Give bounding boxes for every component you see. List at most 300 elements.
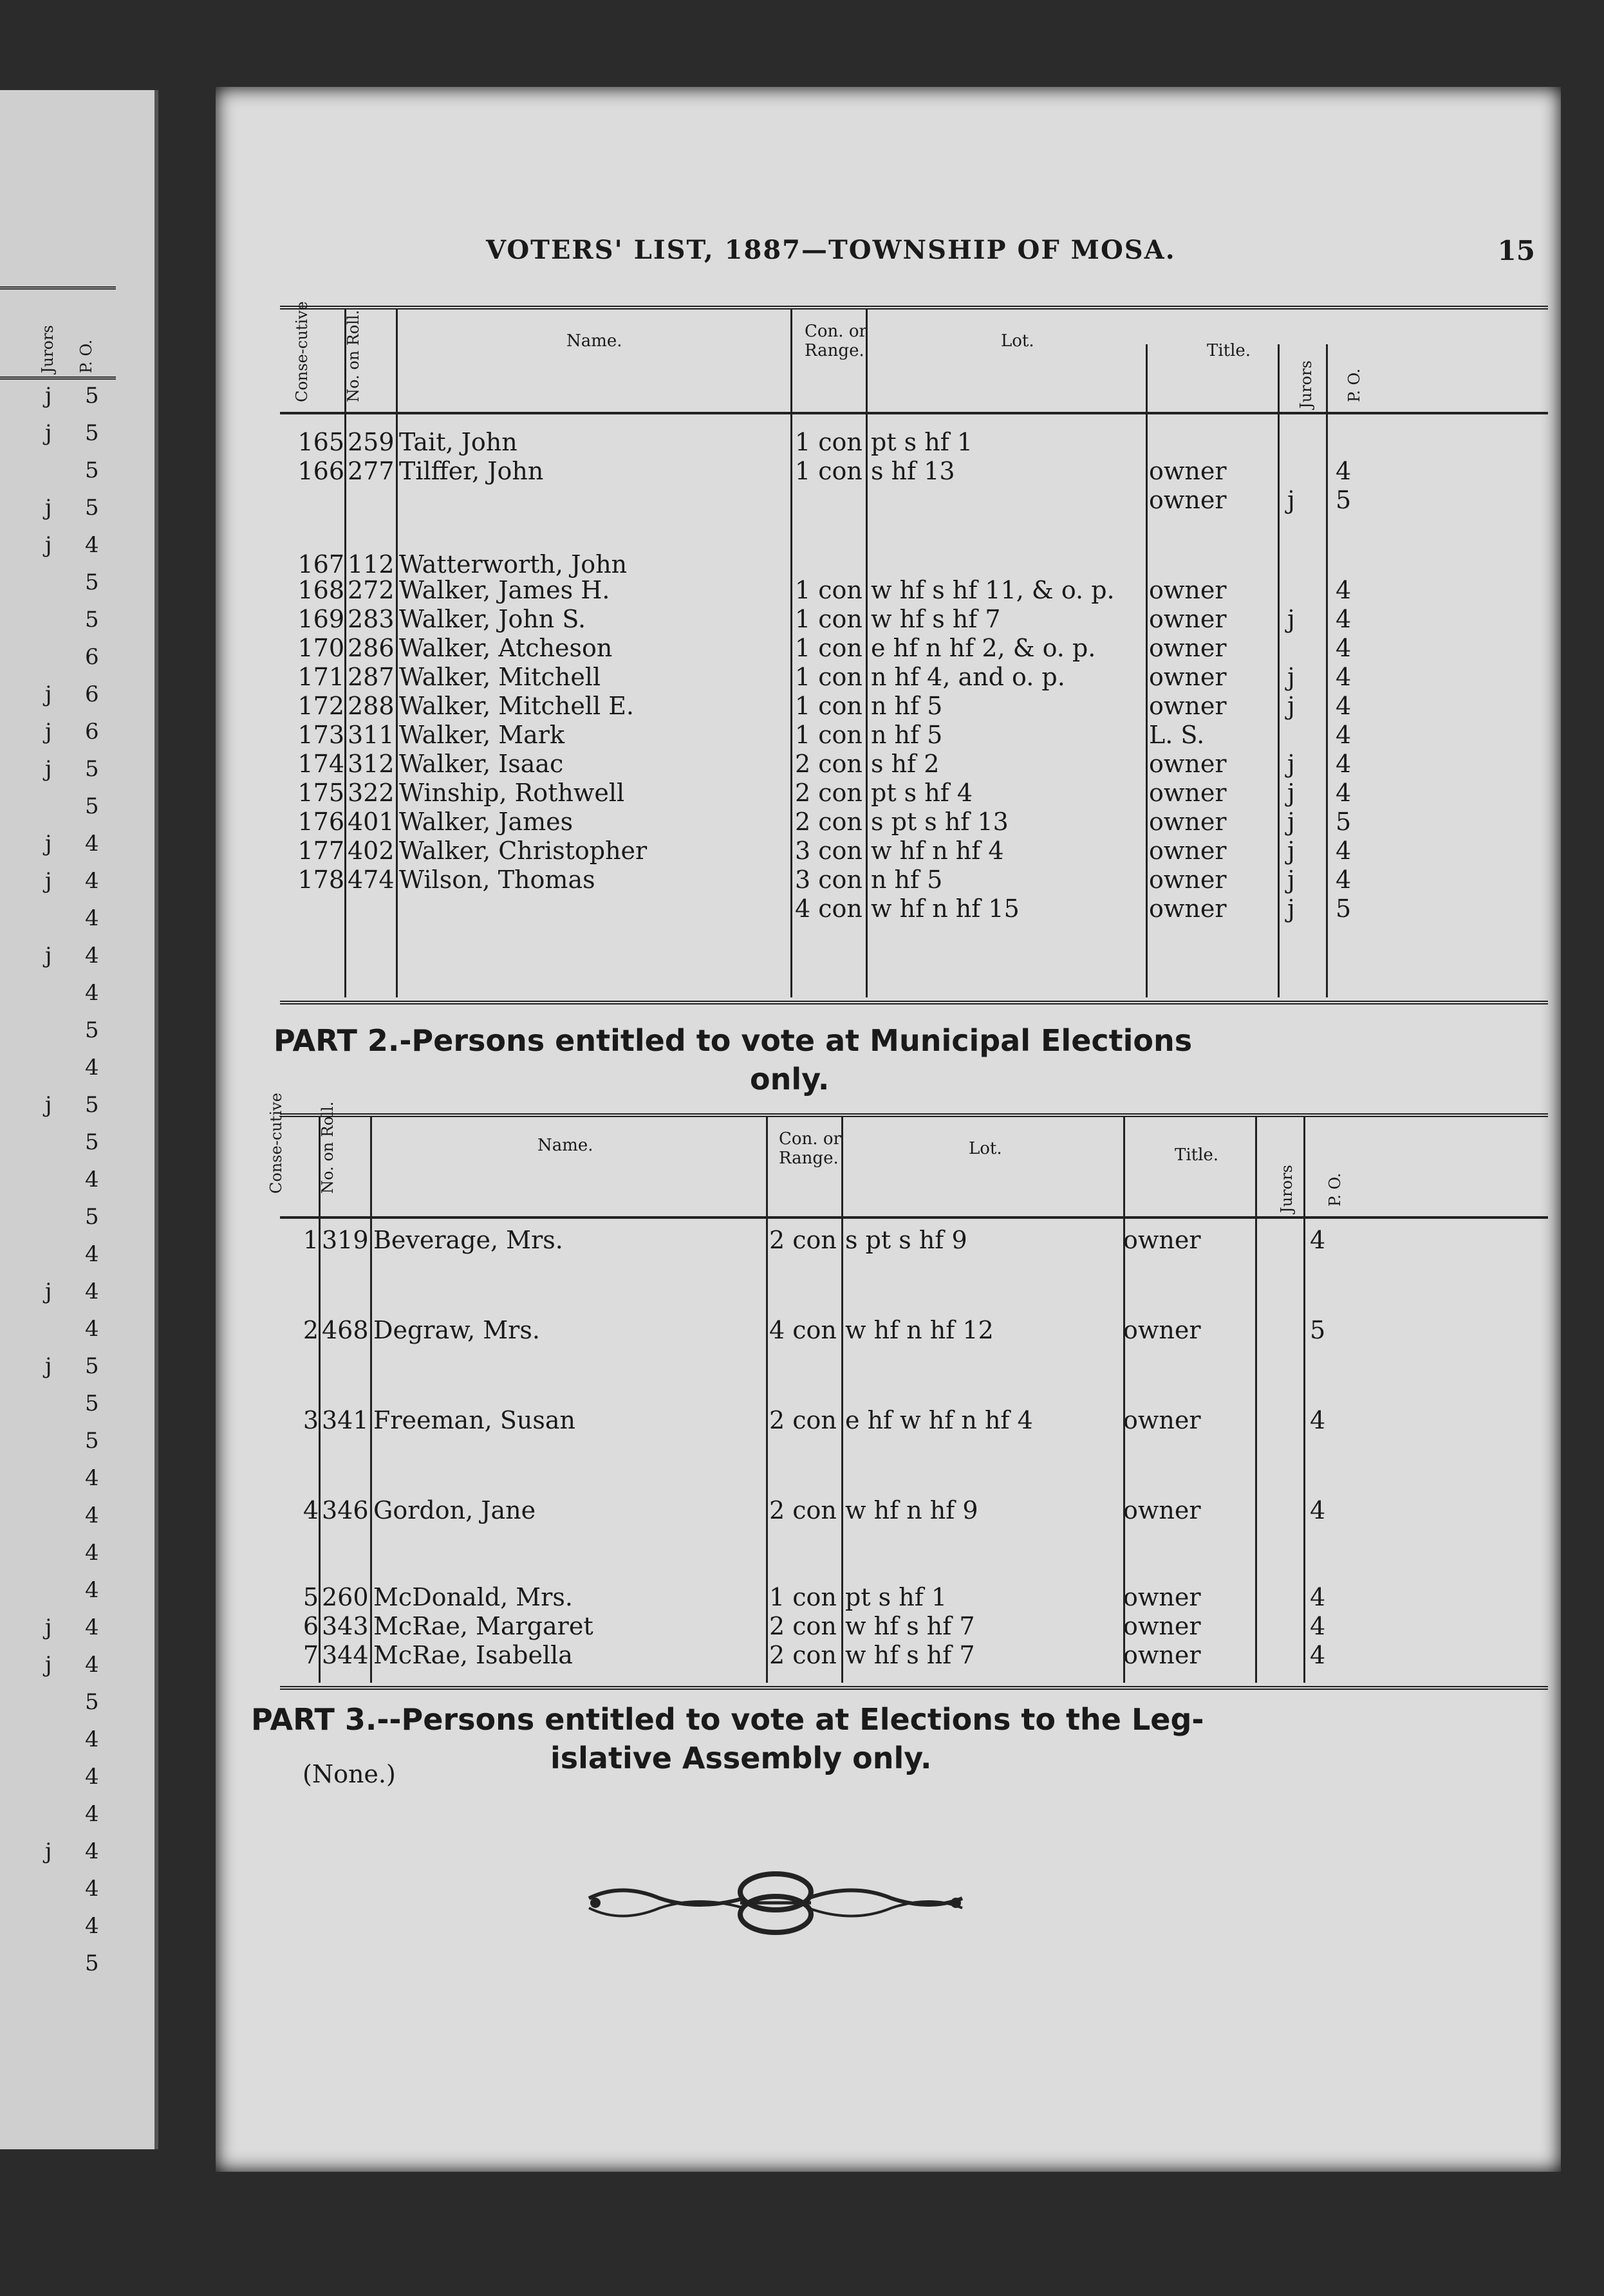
facing-page-row xyxy=(13,495,122,524)
cell-con: 1 con xyxy=(795,428,863,456)
col-head-title: Title. xyxy=(1207,341,1251,360)
cell-cons: 166 xyxy=(297,457,344,485)
cell-cons: 1 xyxy=(303,1226,319,1254)
cell-cons: 3 xyxy=(303,1406,319,1434)
facing-page-row xyxy=(13,905,122,935)
facing-cell-po: 5 xyxy=(85,495,99,521)
cell-con: 2 con xyxy=(769,1612,837,1640)
facing-cell-po: 4 xyxy=(85,1241,99,1267)
cell-lot: e hf n hf 2, & o. p. xyxy=(871,634,1096,662)
document-page xyxy=(216,87,1561,2172)
cell-name: McRae, Isabella xyxy=(373,1641,573,1669)
cell-cons: 169 xyxy=(297,605,344,633)
facing-cell-jurors: j xyxy=(45,1092,52,1118)
part2-heading-cont: only. xyxy=(750,1062,830,1097)
cell-title: owner xyxy=(1149,837,1227,865)
facing-page-row xyxy=(13,569,122,599)
col-head-name: Name. xyxy=(537,1136,593,1155)
facing-cell-po: 4 xyxy=(85,1055,99,1080)
cell-po: 4 xyxy=(1336,692,1352,720)
cell-con: 1 con xyxy=(795,457,863,485)
cell-roll: 272 xyxy=(348,576,395,604)
cell-title: owner xyxy=(1149,808,1227,836)
cell-lot: s hf 2 xyxy=(871,750,940,778)
cell-roll: 343 xyxy=(322,1612,369,1640)
cell-cons: 167 xyxy=(297,550,344,579)
cell-jurors: j xyxy=(1287,837,1295,865)
col-head-roll: No. on Roll. xyxy=(319,1101,337,1194)
cell-po: 4 xyxy=(1336,837,1352,865)
facing-page-row xyxy=(13,1428,122,1458)
facing-cell-jurors: j xyxy=(45,495,52,521)
table-row xyxy=(216,837,1561,867)
cell-cons: 175 xyxy=(297,779,344,807)
facing-page-row xyxy=(13,458,122,487)
facing-cell-po: 4 xyxy=(85,943,99,968)
col-head-consecutive: Conse-cutive xyxy=(293,301,311,402)
facing-cell-po: 4 xyxy=(85,1316,99,1342)
cell-con: 4 con xyxy=(769,1316,837,1344)
col-head-con: Con. or Range. xyxy=(805,322,867,360)
cell-cons: 168 xyxy=(297,576,344,604)
part3-heading: PART 3.--Persons entitled to vote at Elections to the Leg- xyxy=(251,1702,1204,1737)
facing-cell-po: 6 xyxy=(85,681,99,707)
facing-page-row xyxy=(13,1017,122,1047)
cell-cons: 172 xyxy=(297,692,344,720)
col-head-po: P. O. xyxy=(1326,1172,1344,1207)
cell-con: 2 con xyxy=(769,1496,837,1524)
cell-lot: pt s hf 1 xyxy=(845,1583,947,1611)
cell-lot: n hf 5 xyxy=(871,692,943,720)
cell-po: 4 xyxy=(1336,750,1352,778)
page-number: 15 xyxy=(1497,235,1535,266)
facing-cell-jurors: j xyxy=(45,1615,52,1640)
facing-cell-po: 5 xyxy=(85,1428,99,1454)
cell-cons: 5 xyxy=(303,1583,319,1611)
cell-lot: n hf 5 xyxy=(871,721,943,749)
facing-cell-po: 4 xyxy=(85,532,99,558)
facing-page-row xyxy=(13,420,122,450)
cell-jurors: j xyxy=(1287,486,1295,514)
cell-roll: 288 xyxy=(348,692,395,720)
cell-title: owner xyxy=(1123,1612,1201,1640)
cell-name: Walker, Christopher xyxy=(399,837,648,865)
table-row xyxy=(216,721,1561,752)
col-head-consecutive: Conse-cutive xyxy=(267,1093,285,1194)
facing-cell-jurors: j xyxy=(45,420,52,446)
cell-roll: 260 xyxy=(322,1583,369,1611)
cell-lot: w hf s hf 7 xyxy=(845,1612,975,1640)
cell-po: 4 xyxy=(1310,1583,1326,1611)
facing-page-row xyxy=(13,1129,122,1159)
facing-page-row xyxy=(13,1913,122,1943)
facing-page-row xyxy=(13,1465,122,1495)
cell-name: Degraw, Mrs. xyxy=(373,1316,540,1344)
cell-title: owner xyxy=(1123,1641,1201,1669)
cell-lot: w hf n hf 15 xyxy=(871,894,1020,923)
cell-title: owner xyxy=(1149,779,1227,807)
facing-page-row xyxy=(13,793,122,823)
facing-cell-jurors: j xyxy=(45,719,52,745)
cell-con: 2 con xyxy=(769,1226,837,1254)
cell-name: Walker, Mitchell E. xyxy=(399,692,635,720)
cell-po: 5 xyxy=(1310,1316,1326,1344)
cell-con: 2 con xyxy=(795,750,863,778)
cell-title: owner xyxy=(1149,894,1227,923)
header-rule xyxy=(280,306,1548,310)
cell-lot: w hf n hf 9 xyxy=(845,1496,978,1524)
cell-con: 2 con xyxy=(769,1641,837,1669)
cell-po: 4 xyxy=(1336,634,1352,662)
cell-title: owner xyxy=(1123,1406,1201,1434)
cell-roll: 346 xyxy=(322,1496,369,1524)
cell-po: 4 xyxy=(1310,1226,1326,1254)
cell-con: 2 con xyxy=(795,808,863,836)
cell-name: Tait, John xyxy=(399,428,518,456)
cell-con: 1 con xyxy=(795,663,863,691)
facing-page-row xyxy=(13,1353,122,1383)
facing-cell-jurors: j xyxy=(45,1838,52,1864)
table-row xyxy=(216,750,1561,781)
col-head-title: Title. xyxy=(1175,1145,1219,1165)
cell-title: owner xyxy=(1123,1583,1201,1611)
facing-cell-po: 5 xyxy=(85,756,99,782)
table-row xyxy=(190,1226,1535,1257)
cell-name: Watterworth, John xyxy=(399,550,628,579)
cell-jurors: j xyxy=(1287,663,1295,691)
facing-cell-po: 4 xyxy=(85,1801,99,1827)
facing-cell-po: 4 xyxy=(85,1764,99,1790)
cell-roll: 468 xyxy=(322,1316,369,1344)
cell-title: owner xyxy=(1149,634,1227,662)
facing-cell-po: 5 xyxy=(85,1689,99,1715)
facing-col-head-jurors: Jurors xyxy=(39,325,57,373)
facing-cell-jurors: j xyxy=(45,532,52,558)
part2-header-rule xyxy=(280,1216,1548,1219)
page-title: VOTERS' LIST, 1887—TOWNSHIP OF MOSA. xyxy=(486,235,1176,265)
facing-cell-po: 4 xyxy=(85,1876,99,1902)
cell-name: Walker, Isaac xyxy=(399,750,564,778)
cell-title: owner xyxy=(1123,1316,1201,1344)
facing-cell-po: 5 xyxy=(85,1017,99,1043)
facing-page-row xyxy=(13,1055,122,1084)
cell-roll: 401 xyxy=(348,808,395,836)
page-header xyxy=(216,235,1561,273)
cell-con: 1 con xyxy=(795,634,863,662)
part3-note: (None.) xyxy=(303,1760,396,1788)
cell-name: Gordon, Jane xyxy=(373,1496,536,1524)
cell-con: 1 con xyxy=(769,1583,837,1611)
cell-lot: w hf n hf 12 xyxy=(845,1316,994,1344)
facing-page-row xyxy=(13,719,122,748)
facing-cell-po: 6 xyxy=(85,719,99,745)
table-row xyxy=(190,1406,1535,1437)
facing-cell-po: 4 xyxy=(85,1727,99,1752)
facing-cell-po: 5 xyxy=(85,569,99,595)
cell-roll: 259 xyxy=(348,428,395,456)
col-head-con: Con. or Range. xyxy=(779,1129,841,1168)
facing-page-row xyxy=(13,1876,122,1905)
facing-cell-po: 4 xyxy=(85,1577,99,1603)
cell-po: 4 xyxy=(1336,721,1352,749)
cell-roll: 322 xyxy=(348,779,395,807)
facing-page-row xyxy=(13,1801,122,1831)
facing-cell-po: 4 xyxy=(85,1503,99,1528)
cell-cons: 177 xyxy=(297,837,344,865)
cell-roll: 474 xyxy=(348,866,395,894)
cell-con: 2 con xyxy=(795,779,863,807)
facing-cell-po: 5 xyxy=(85,1950,99,1976)
facing-cell-po: 4 xyxy=(85,868,99,894)
facing-page-row xyxy=(13,607,122,636)
part2-end-rule xyxy=(280,1686,1548,1690)
facing-page-row xyxy=(13,1838,122,1868)
table-row xyxy=(216,894,1561,925)
cell-po: 4 xyxy=(1336,663,1352,691)
cell-lot: w hf s hf 7 xyxy=(871,605,1001,633)
cell-jurors: j xyxy=(1287,894,1295,923)
cell-roll: 287 xyxy=(348,663,395,691)
facing-cell-po: 4 xyxy=(85,905,99,931)
cell-con: 3 con xyxy=(795,837,863,865)
cell-name: Tilffer, John xyxy=(399,457,544,485)
cell-name: Walker, James H. xyxy=(399,576,610,604)
rope-knot-ornament-icon xyxy=(583,1863,969,1940)
cell-title: owner xyxy=(1149,576,1227,604)
table-row xyxy=(190,1612,1535,1643)
facing-cell-po: 4 xyxy=(85,1838,99,1864)
cell-cons: 7 xyxy=(303,1641,319,1669)
cell-roll: 311 xyxy=(348,721,395,749)
cell-po: 4 xyxy=(1336,866,1352,894)
cell-jurors: j xyxy=(1287,605,1295,633)
facing-cell-po: 4 xyxy=(85,1652,99,1678)
cell-lot: w hf n hf 4 xyxy=(871,837,1004,865)
cell-name: Walker, Mitchell xyxy=(399,663,601,691)
table-row xyxy=(216,486,1561,517)
cell-po: 4 xyxy=(1336,457,1352,485)
cell-po: 4 xyxy=(1310,1612,1326,1640)
cell-po: 4 xyxy=(1336,576,1352,604)
cell-lot: e hf w hf n hf 4 xyxy=(845,1406,1033,1434)
facing-page-row xyxy=(13,868,122,898)
facing-page-rule xyxy=(0,376,116,380)
cell-title: owner xyxy=(1149,750,1227,778)
facing-cell-po: 5 xyxy=(85,1353,99,1379)
facing-page-row xyxy=(13,943,122,972)
facing-cell-po: 5 xyxy=(85,458,99,483)
cell-title: owner xyxy=(1149,605,1227,633)
table-row xyxy=(216,808,1561,838)
facing-cell-po: 4 xyxy=(85,1615,99,1640)
table-row xyxy=(216,866,1561,896)
cell-title: owner xyxy=(1149,866,1227,894)
cell-lot: s hf 13 xyxy=(871,457,955,485)
facing-cell-po: 5 xyxy=(85,420,99,446)
facing-page-row xyxy=(13,1204,122,1234)
cell-name: Wilson, Thomas xyxy=(399,866,595,894)
cell-po: 4 xyxy=(1336,605,1352,633)
facing-cell-po: 4 xyxy=(85,1913,99,1939)
cell-lot: w hf s hf 11, & o. p. xyxy=(871,576,1115,604)
facing-cell-jurors: j xyxy=(45,1279,52,1304)
facing-cell-po: 5 xyxy=(85,383,99,409)
cell-name: Walker, Mark xyxy=(399,721,564,749)
facing-page-row xyxy=(13,1577,122,1607)
cell-name: Freeman, Susan xyxy=(373,1406,575,1434)
facing-cell-po: 4 xyxy=(85,1540,99,1566)
cell-roll: 283 xyxy=(348,605,395,633)
cell-lot: n hf 4, and o. p. xyxy=(871,663,1065,691)
facing-page-row xyxy=(13,1316,122,1346)
facing-cell-jurors: j xyxy=(45,943,52,968)
cell-po: 5 xyxy=(1336,808,1352,836)
cell-po: 4 xyxy=(1310,1406,1326,1434)
cell-cons: 6 xyxy=(303,1612,319,1640)
part3-heading-cont: islative Assembly only. xyxy=(550,1741,932,1775)
part2-top-rule xyxy=(280,1113,1548,1117)
cell-po: 4 xyxy=(1310,1641,1326,1669)
cell-roll: 286 xyxy=(348,634,395,662)
cell-name: Walker, John S. xyxy=(399,605,586,633)
cell-cons: 176 xyxy=(297,808,344,836)
cell-title: owner xyxy=(1149,457,1227,485)
cell-cons: 178 xyxy=(297,866,344,894)
facing-page-row xyxy=(13,383,122,412)
facing-page-row xyxy=(13,980,122,1010)
cell-roll: 277 xyxy=(348,457,395,485)
facing-cell-po: 4 xyxy=(85,1465,99,1491)
facing-cell-po: 4 xyxy=(85,831,99,856)
cell-con: 1 con xyxy=(795,576,863,604)
facing-cell-jurors: j xyxy=(45,1652,52,1678)
table-row xyxy=(190,1583,1535,1614)
cell-name: McRae, Margaret xyxy=(373,1612,593,1640)
facing-page-row xyxy=(13,756,122,786)
cell-cons: 171 xyxy=(297,663,344,691)
col-head-po: P. O. xyxy=(1345,368,1363,402)
facing-cell-po: 5 xyxy=(85,1129,99,1155)
facing-page-row xyxy=(13,1391,122,1420)
facing-page-row xyxy=(13,1689,122,1719)
facing-cell-jurors: j xyxy=(45,1353,52,1379)
cell-title: owner xyxy=(1123,1496,1201,1524)
facing-cell-jurors: j xyxy=(45,756,52,782)
cell-po: 5 xyxy=(1336,486,1352,514)
cell-jurors: j xyxy=(1287,808,1295,836)
facing-cell-po: 5 xyxy=(85,1391,99,1416)
facing-cell-po: 4 xyxy=(85,1279,99,1304)
cell-jurors: j xyxy=(1287,750,1295,778)
facing-page-row xyxy=(13,532,122,562)
cell-cons: 2 xyxy=(303,1316,319,1344)
table-row xyxy=(216,692,1561,723)
facing-page-row xyxy=(13,1727,122,1756)
cell-lot: s pt s hf 13 xyxy=(871,808,1009,836)
cell-cons: 4 xyxy=(303,1496,319,1524)
cell-jurors: j xyxy=(1287,779,1295,807)
col-head-jurors: Jurors xyxy=(1278,1165,1296,1213)
cell-jurors: j xyxy=(1287,692,1295,720)
part1-end-rule xyxy=(280,1001,1548,1004)
cell-jurors: j xyxy=(1287,866,1295,894)
cell-roll: 112 xyxy=(348,550,395,579)
cell-name: Walker, James xyxy=(399,808,574,836)
cell-lot: pt s hf 4 xyxy=(871,779,973,807)
cell-cons: 170 xyxy=(297,634,344,662)
table-row xyxy=(190,1496,1535,1527)
table-row xyxy=(216,576,1561,607)
table-row xyxy=(216,634,1561,665)
cell-con: 1 con xyxy=(795,692,863,720)
facing-cell-po: 4 xyxy=(85,980,99,1006)
table-row xyxy=(216,605,1561,636)
cell-po: 5 xyxy=(1336,894,1352,923)
cell-con: 1 con xyxy=(795,721,863,749)
col-head-lot: Lot. xyxy=(969,1139,1002,1158)
cell-cons: 173 xyxy=(297,721,344,749)
cell-name: Beverage, Mrs. xyxy=(373,1226,563,1254)
cell-roll: 402 xyxy=(348,837,395,865)
facing-page-row xyxy=(13,1241,122,1271)
cell-po: 4 xyxy=(1336,779,1352,807)
facing-cell-jurors: j xyxy=(45,868,52,894)
cell-roll: 344 xyxy=(322,1641,369,1669)
facing-page-row xyxy=(13,1764,122,1793)
cell-con: 2 con xyxy=(769,1406,837,1434)
cell-con: 3 con xyxy=(795,866,863,894)
facing-cell-jurors: j xyxy=(45,383,52,409)
facing-cell-jurors: j xyxy=(45,681,52,707)
facing-page-row xyxy=(13,1279,122,1308)
facing-cell-po: 5 xyxy=(85,1204,99,1230)
facing-page-row xyxy=(13,1167,122,1196)
cell-title: owner xyxy=(1149,486,1227,514)
table-row xyxy=(216,663,1561,694)
facing-page-row xyxy=(13,1092,122,1122)
cell-cons: 165 xyxy=(297,428,344,456)
cell-con: 1 con xyxy=(795,605,863,633)
cell-name: Walker, Atcheson xyxy=(399,634,613,662)
cell-title: owner xyxy=(1123,1226,1201,1254)
facing-cell-po: 5 xyxy=(85,793,99,819)
cell-title: owner xyxy=(1149,663,1227,691)
cell-lot: w hf s hf 7 xyxy=(845,1641,975,1669)
cell-name: Winship, Rothwell xyxy=(399,779,625,807)
facing-page-rule xyxy=(0,286,116,290)
cell-title: owner xyxy=(1149,692,1227,720)
cell-cons: 174 xyxy=(297,750,344,778)
facing-cell-po: 4 xyxy=(85,1167,99,1192)
facing-page-row xyxy=(13,1652,122,1681)
cell-con: 4 con xyxy=(795,894,863,923)
cell-lot: n hf 5 xyxy=(871,866,943,894)
part1-header-rule xyxy=(280,412,1548,414)
facing-cell-po: 5 xyxy=(85,607,99,633)
table-row xyxy=(216,779,1561,810)
part2-heading: PART 2.-Persons entitled to vote at Municipal Elections xyxy=(274,1023,1193,1058)
cell-lot: pt s hf 1 xyxy=(871,428,973,456)
facing-col-head-po: P. O. xyxy=(77,339,95,373)
col-head-name: Name. xyxy=(566,331,622,351)
facing-page-row xyxy=(13,1503,122,1532)
table-row xyxy=(216,428,1561,459)
facing-page-row xyxy=(13,831,122,860)
table-row xyxy=(216,457,1561,488)
cell-lot: s pt s hf 9 xyxy=(845,1226,967,1254)
facing-cell-po: 5 xyxy=(85,1092,99,1118)
cell-title: L. S. xyxy=(1149,721,1205,749)
